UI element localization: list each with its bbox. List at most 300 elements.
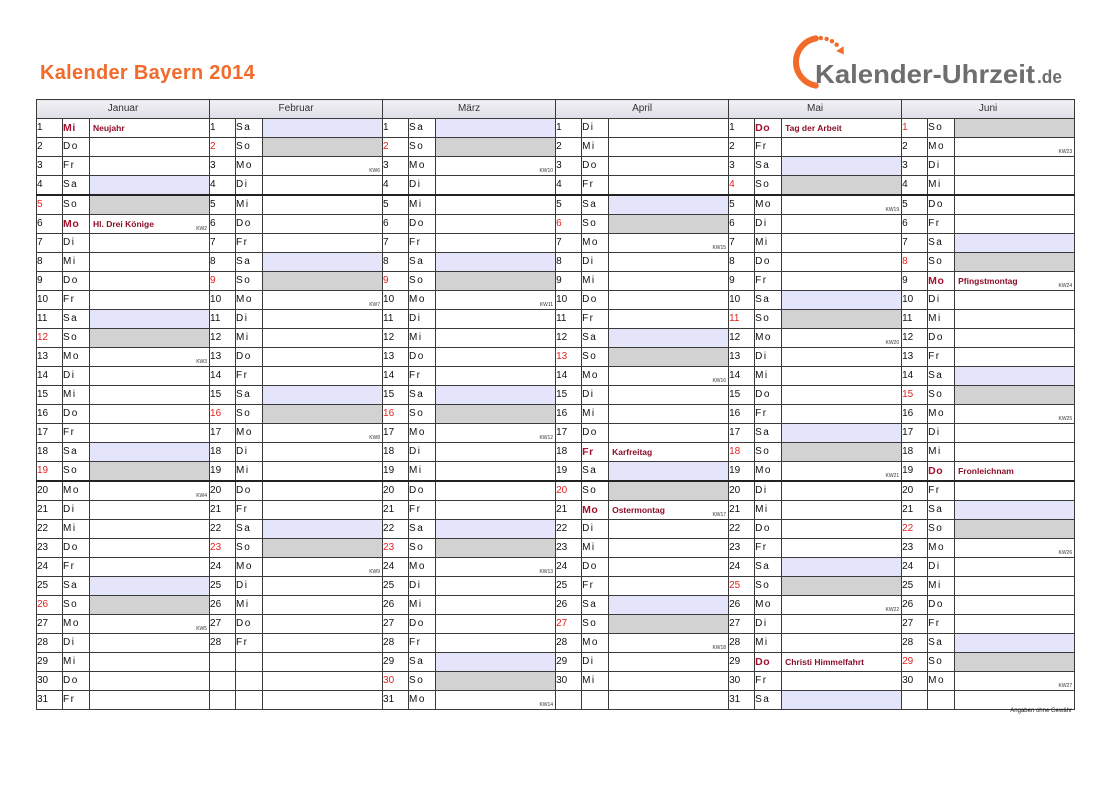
day-note	[436, 234, 555, 252]
weekday: Mo	[928, 405, 955, 424]
weekday: So	[236, 272, 263, 291]
calendar-row	[37, 329, 1075, 348]
day-number: 27	[37, 615, 63, 634]
day-note	[782, 539, 901, 557]
day-note	[90, 405, 209, 423]
calendar-row	[37, 634, 1075, 653]
day-number: 28	[729, 634, 755, 653]
weekday: Di	[63, 234, 90, 253]
day-note	[609, 138, 728, 156]
day-number: 3	[902, 157, 928, 176]
weekday: Mo	[409, 424, 436, 443]
day-note-cell	[955, 291, 1075, 310]
calendar-body	[37, 119, 1075, 710]
day-note-cell	[955, 539, 1075, 558]
weekday: Mi	[755, 501, 782, 520]
weekday: Mi	[63, 253, 90, 272]
day-note	[436, 596, 555, 614]
day-note-cell	[782, 367, 902, 386]
weekday: Mi	[755, 234, 782, 253]
week-number: KW17	[712, 512, 727, 518]
day-note-cell	[955, 157, 1075, 176]
day-number: 17	[37, 424, 63, 443]
day-note-cell	[90, 119, 210, 138]
calendar-row	[37, 596, 1075, 615]
weekday: Do	[236, 481, 263, 501]
weekday: Fr	[409, 634, 436, 653]
day-number: 9	[383, 272, 409, 291]
day-note-cell	[90, 215, 210, 234]
day-note-cell	[90, 253, 210, 272]
day-number: 8	[210, 253, 236, 272]
day-note	[609, 424, 728, 442]
day-note	[263, 329, 382, 347]
day-note	[955, 482, 1074, 500]
weekday: Mo	[755, 462, 782, 482]
day-note-cell	[782, 634, 902, 653]
day-number: 5	[383, 195, 409, 215]
day-note	[90, 329, 209, 347]
day-note-cell	[609, 272, 729, 291]
weekday: So	[755, 176, 782, 196]
day-number: 7	[729, 234, 755, 253]
day-number: 17	[383, 424, 409, 443]
day-number: 3	[729, 157, 755, 176]
day-note	[436, 348, 555, 366]
day-number: 30	[729, 672, 755, 691]
day-note	[782, 253, 901, 271]
weekday: Di	[582, 653, 609, 672]
day-note	[955, 577, 1074, 595]
day-note	[782, 138, 901, 156]
day-number: 16	[729, 405, 755, 424]
weekday: So	[63, 596, 90, 615]
weekday: Di	[928, 558, 955, 577]
day-note-cell	[90, 138, 210, 157]
weekday: Do	[409, 348, 436, 367]
day-number: 23	[210, 539, 236, 558]
day-number: 2	[210, 138, 236, 157]
weekday: Mo	[63, 615, 90, 634]
day-note-cell	[955, 558, 1075, 577]
weekday: Mo	[409, 291, 436, 310]
day-note	[609, 653, 728, 671]
day-note	[436, 272, 555, 290]
day-number: 7	[37, 234, 63, 253]
day-note-cell	[609, 539, 729, 558]
day-note-cell	[90, 615, 210, 634]
calendar-row	[37, 615, 1075, 634]
week-number: KW19	[885, 207, 900, 213]
day-note	[90, 482, 209, 500]
week-number: KW26	[1058, 550, 1073, 556]
day-note	[782, 329, 901, 347]
day-note	[955, 462, 1074, 480]
day-number: 29	[383, 653, 409, 672]
weekday: Do	[63, 138, 90, 157]
day-note-cell	[90, 558, 210, 577]
day-number: 8	[729, 253, 755, 272]
weekday: Sa	[755, 157, 782, 176]
day-note	[955, 367, 1074, 385]
day-note-cell	[782, 348, 902, 367]
weekday: Sa	[63, 176, 90, 196]
weekday: Mi	[928, 577, 955, 596]
weekday: Fr	[409, 234, 436, 253]
day-number: 21	[729, 501, 755, 520]
day-note-cell	[263, 462, 383, 482]
day-note	[90, 539, 209, 557]
day-note	[609, 405, 728, 423]
calendar-row	[37, 520, 1075, 539]
weekday: Fr	[755, 539, 782, 558]
day-note-cell	[782, 176, 902, 196]
weekday: Mi	[236, 195, 263, 215]
day-note	[436, 539, 555, 557]
weekday: Mo	[236, 157, 263, 176]
week-number: KW9	[369, 569, 381, 575]
day-note	[609, 462, 728, 480]
day-note-cell	[782, 405, 902, 424]
weekday: Mo	[755, 596, 782, 615]
day-note-cell	[609, 501, 729, 520]
day-note-cell	[782, 424, 902, 443]
day-note	[436, 672, 555, 690]
day-note	[436, 482, 555, 500]
day-number: 5	[556, 195, 582, 215]
day-number: 25	[210, 577, 236, 596]
day-note	[263, 157, 382, 175]
day-note	[263, 596, 382, 614]
day-note	[609, 119, 728, 137]
weekday: Do	[236, 348, 263, 367]
day-note-cell	[782, 539, 902, 558]
day-note-cell	[955, 253, 1075, 272]
day-number: 21	[37, 501, 63, 520]
weekday: Mi	[582, 405, 609, 424]
day-note-cell	[955, 634, 1075, 653]
day-note	[782, 196, 901, 214]
day-note	[90, 501, 209, 519]
calendar-row	[37, 672, 1075, 691]
day-note-cell	[90, 367, 210, 386]
day-number: 7	[556, 234, 582, 253]
day-note	[263, 577, 382, 595]
day-note	[263, 367, 382, 385]
day-note-cell	[436, 310, 556, 329]
week-number: KW3	[196, 359, 208, 365]
day-note-cell	[609, 577, 729, 596]
day-note	[90, 596, 209, 614]
day-number: 4	[556, 176, 582, 196]
weekday: Di	[63, 634, 90, 653]
day-note	[782, 215, 901, 233]
weekday: Di	[409, 176, 436, 196]
day-note	[90, 443, 209, 461]
weekday: Fr	[63, 424, 90, 443]
logo-tick-dot	[824, 37, 828, 41]
week-number: KW12	[539, 435, 554, 441]
weekday: So	[755, 577, 782, 596]
weekday: Mo	[582, 234, 609, 253]
holiday-name: Pfingstmontag	[958, 276, 1018, 286]
week-number: KW23	[1058, 149, 1073, 155]
day-number: 31	[729, 691, 755, 710]
weekday: So	[755, 310, 782, 329]
day-note-cell	[263, 501, 383, 520]
weekday: Fr	[928, 215, 955, 234]
weekday: Fr	[755, 138, 782, 157]
day-note	[90, 672, 209, 690]
weekday: Mi	[409, 596, 436, 615]
day-note	[263, 138, 382, 156]
weekday: So	[582, 481, 609, 501]
day-note-cell	[90, 653, 210, 672]
day-number: 30	[383, 672, 409, 691]
day-note	[90, 386, 209, 404]
day-note-cell	[263, 176, 383, 196]
day-note	[436, 691, 555, 709]
day-note-cell	[782, 138, 902, 157]
weekday: Di	[755, 348, 782, 367]
day-note	[436, 119, 555, 137]
day-note	[436, 253, 555, 271]
day-note-cell	[90, 329, 210, 348]
day-note	[955, 310, 1074, 328]
day-number: 15	[210, 386, 236, 405]
day-note	[955, 234, 1074, 252]
year-calendar-table	[36, 99, 1075, 710]
day-note	[90, 138, 209, 156]
day-note	[436, 196, 555, 214]
weekday: Do	[409, 481, 436, 501]
day-note	[782, 653, 901, 671]
day-note-cell	[436, 501, 556, 520]
day-number: 10	[210, 291, 236, 310]
logo-tick-dot	[830, 39, 834, 43]
site-logo[interactable]	[784, 34, 1066, 94]
day-note	[263, 615, 382, 633]
day-note-cell	[955, 672, 1075, 691]
day-note	[263, 291, 382, 309]
day-note-cell	[90, 424, 210, 443]
day-number: 19	[902, 462, 928, 482]
weekday: Di	[582, 253, 609, 272]
weekday: Di	[236, 176, 263, 196]
empty-cell	[556, 691, 582, 710]
day-note-cell	[263, 577, 383, 596]
day-note-cell	[90, 481, 210, 501]
day-number: 25	[729, 577, 755, 596]
day-note	[436, 577, 555, 595]
day-number: 22	[902, 520, 928, 539]
day-note-cell	[436, 558, 556, 577]
weekday: So	[409, 272, 436, 291]
day-note-cell	[782, 596, 902, 615]
day-note	[90, 577, 209, 595]
weekday: Di	[755, 481, 782, 501]
weekday: So	[928, 119, 955, 138]
day-note	[436, 329, 555, 347]
calendar-row	[37, 138, 1075, 157]
day-note	[955, 196, 1074, 214]
day-note	[263, 482, 382, 500]
day-note	[436, 501, 555, 519]
weekday: Di	[928, 157, 955, 176]
month-header-row	[37, 100, 1075, 119]
day-note-cell	[955, 577, 1075, 596]
weekday: Di	[63, 501, 90, 520]
day-number: 6	[729, 215, 755, 234]
day-note	[782, 348, 901, 366]
day-note-cell	[263, 386, 383, 405]
day-note-cell	[609, 405, 729, 424]
weekday: So	[236, 138, 263, 157]
calendar-row	[37, 195, 1075, 215]
day-number: 13	[210, 348, 236, 367]
day-note-cell	[782, 558, 902, 577]
day-note-cell	[955, 348, 1075, 367]
day-number: 27	[556, 615, 582, 634]
day-number: 4	[729, 176, 755, 196]
day-note-cell	[436, 615, 556, 634]
day-note-cell	[436, 157, 556, 176]
day-number: 8	[383, 253, 409, 272]
day-number: 23	[383, 539, 409, 558]
day-number: 7	[902, 234, 928, 253]
day-note	[263, 501, 382, 519]
weekday: Mi	[582, 138, 609, 157]
day-note	[609, 596, 728, 614]
day-note-cell	[90, 291, 210, 310]
empty-cell	[236, 653, 263, 672]
day-number: 18	[383, 443, 409, 462]
day-number: 22	[37, 520, 63, 539]
day-note-cell	[955, 596, 1075, 615]
weekday: So	[63, 329, 90, 348]
weekday: Fr	[582, 443, 609, 462]
weekday: Mo	[409, 558, 436, 577]
weekday: Sa	[755, 558, 782, 577]
holiday-name: Tag der Arbeit	[785, 123, 842, 133]
day-note-cell	[436, 386, 556, 405]
weekday: Sa	[63, 443, 90, 462]
day-note-cell	[90, 157, 210, 176]
day-note	[90, 196, 209, 214]
day-note-cell	[955, 138, 1075, 157]
day-number: 19	[210, 462, 236, 482]
day-note-cell	[782, 157, 902, 176]
weekday: Do	[928, 596, 955, 615]
day-number: 10	[729, 291, 755, 310]
day-note	[90, 634, 209, 652]
weekday: Do	[63, 539, 90, 558]
weekday: Fr	[755, 672, 782, 691]
day-number: 29	[556, 653, 582, 672]
day-note	[436, 157, 555, 175]
weekday: Mo	[63, 348, 90, 367]
day-number: 19	[37, 462, 63, 482]
holiday-name: Karfreitag	[612, 447, 653, 457]
week-number: KW24	[1058, 283, 1073, 289]
day-note	[782, 310, 901, 328]
day-note-cell	[782, 272, 902, 291]
day-number: 15	[383, 386, 409, 405]
day-note-cell	[263, 234, 383, 253]
day-number: 17	[556, 424, 582, 443]
month-header-maerz: März	[383, 100, 556, 119]
day-number: 28	[556, 634, 582, 653]
weekday: Mo	[582, 501, 609, 520]
day-note	[263, 196, 382, 214]
week-number: KW7	[369, 302, 381, 308]
day-note	[782, 596, 901, 614]
day-note-cell	[609, 234, 729, 253]
day-note	[263, 539, 382, 557]
day-note-cell	[263, 215, 383, 234]
day-note-cell	[609, 215, 729, 234]
day-note-cell	[955, 176, 1075, 196]
day-note-cell	[782, 234, 902, 253]
day-note	[609, 176, 728, 194]
day-note	[955, 138, 1074, 156]
calendar-row	[37, 386, 1075, 405]
day-note	[90, 367, 209, 385]
day-note-cell	[955, 310, 1075, 329]
weekday: Sa	[755, 291, 782, 310]
day-number: 5	[729, 195, 755, 215]
day-note	[609, 196, 728, 214]
day-note	[782, 520, 901, 538]
day-note	[782, 615, 901, 633]
weekday: Di	[582, 386, 609, 405]
day-note	[436, 424, 555, 442]
week-number: KW11	[539, 302, 554, 308]
day-note-cell	[90, 501, 210, 520]
weekday: Mo	[236, 424, 263, 443]
day-number: 30	[902, 672, 928, 691]
day-number: 15	[729, 386, 755, 405]
day-note	[955, 501, 1074, 519]
day-number: 28	[37, 634, 63, 653]
weekday: Fr	[236, 634, 263, 653]
logo-ring-arc	[796, 38, 816, 85]
weekday: Di	[236, 577, 263, 596]
empty-cell	[236, 691, 263, 710]
day-note-cell	[90, 634, 210, 653]
day-note-cell	[955, 234, 1075, 253]
day-note-cell	[90, 577, 210, 596]
day-note-cell	[90, 272, 210, 291]
day-number: 7	[210, 234, 236, 253]
calendar-row	[37, 272, 1075, 291]
day-note-cell	[436, 234, 556, 253]
weekday: Sa	[409, 253, 436, 272]
day-note-cell	[90, 520, 210, 539]
weekday: Mi	[928, 310, 955, 329]
day-note	[609, 482, 728, 500]
day-note	[955, 157, 1074, 175]
day-note	[955, 539, 1074, 557]
day-number: 14	[729, 367, 755, 386]
day-note	[609, 367, 728, 385]
day-number: 15	[902, 386, 928, 405]
day-note	[609, 310, 728, 328]
day-note-cell	[609, 310, 729, 329]
day-number: 4	[902, 176, 928, 196]
day-number: 23	[556, 539, 582, 558]
day-note-cell	[955, 424, 1075, 443]
